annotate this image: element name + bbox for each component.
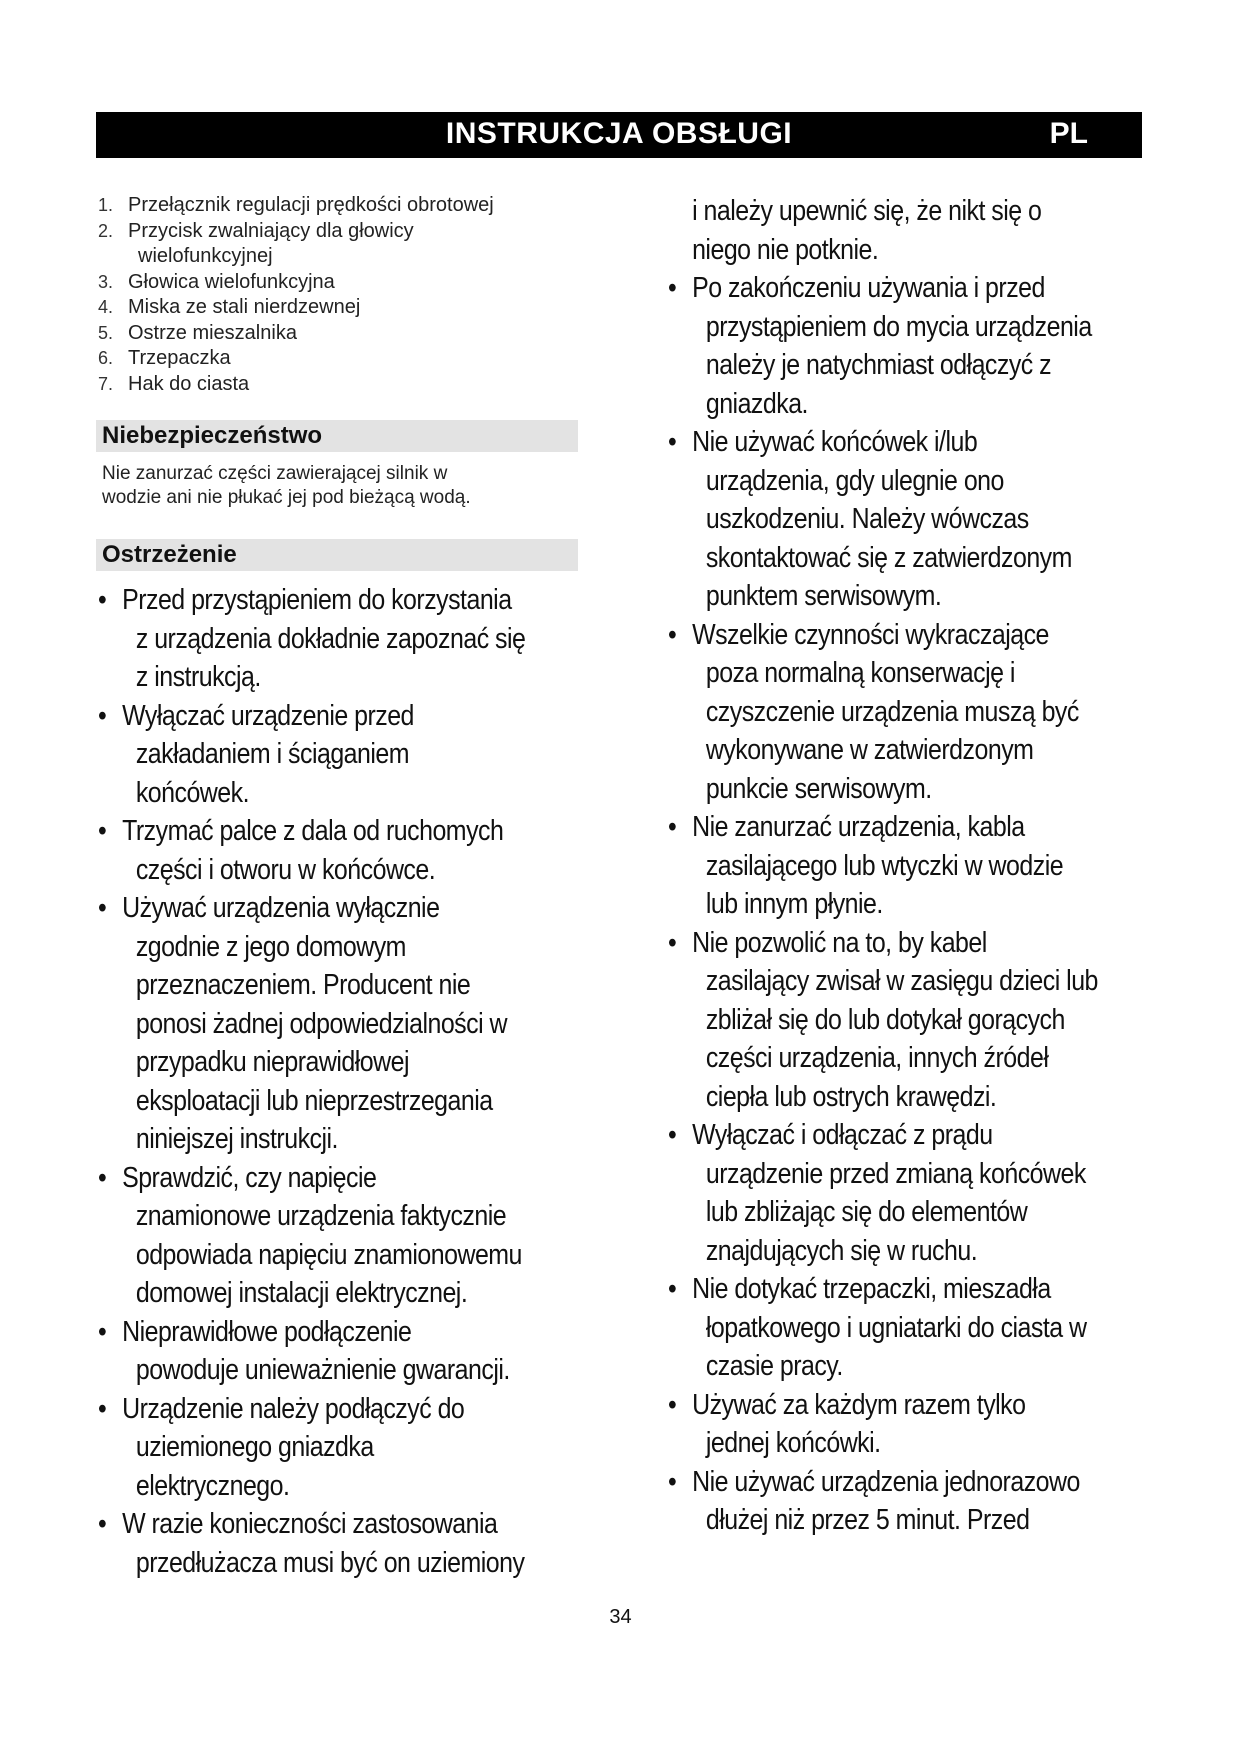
bullet-line: zasilający zwisał w zasięgu dzieci lub bbox=[705, 965, 1098, 997]
bullet-line: Nie dotykać trzepaczki, mieszadła bbox=[692, 1273, 1051, 1305]
bullet-line: lub zbliżając się do elementów bbox=[705, 1196, 1028, 1228]
danger-text-line: Nie zanurzać części zawierającej silnik w bbox=[102, 463, 448, 484]
bullet-dot-icon: • bbox=[668, 426, 677, 458]
danger-text-line: wodzie ani nie płukać jej pod bieżącą wodą. bbox=[102, 487, 471, 508]
bullet-line: Po zakończeniu używania i przed bbox=[692, 272, 1045, 304]
bullet-line: odpowiada napięciu znamionowemu bbox=[135, 1238, 522, 1271]
page-title: INSTRUKCJA OBSŁUGI bbox=[445, 117, 793, 150]
bullet-item bbox=[98, 889, 618, 1159]
parts-item-text bbox=[128, 321, 578, 347]
bullet-line: uszkodzeniu. Należy wówczas bbox=[705, 503, 1029, 535]
bullet-line: czasie pracy. bbox=[705, 1350, 843, 1382]
bullet-line: Nieprawidłowe podłączenie bbox=[122, 1315, 412, 1348]
bullet-dot-icon: • bbox=[98, 1508, 107, 1540]
parts-list-item bbox=[98, 321, 578, 347]
bullet-dot-icon: • bbox=[668, 1465, 677, 1498]
bullet-item bbox=[668, 423, 1178, 616]
bullet-dot-icon: • bbox=[98, 892, 107, 924]
bullet-line: Używać za każdym razem tylko bbox=[692, 1388, 1026, 1421]
parts-item-text bbox=[128, 346, 578, 372]
bullet-dot-icon: • bbox=[668, 618, 677, 651]
bullet-line: Wyłączać urządzenie przed bbox=[122, 699, 414, 732]
bullet-line: Używać urządzenia wyłącznie bbox=[122, 892, 440, 924]
bullet-dot-icon: • bbox=[668, 811, 677, 843]
bullet-line: niniejszej instrukcji. bbox=[135, 1123, 338, 1155]
bullet-item bbox=[668, 808, 1178, 924]
bullet-line: Wszelkie czynności wykraczające bbox=[692, 618, 1049, 651]
parts-item-number: 1. bbox=[98, 195, 114, 215]
warning-list-left bbox=[98, 581, 618, 1582]
bullet-line: Nie zanurzać urządzenia, kabla bbox=[692, 811, 1025, 843]
parts-item-number: 3. bbox=[98, 271, 114, 292]
parts-item-number: 6. bbox=[98, 348, 114, 368]
parts-item-text bbox=[128, 372, 578, 398]
bullet-dot-icon: • bbox=[668, 1388, 677, 1421]
bullet-line: powoduje unieważnienie gwarancji. bbox=[135, 1354, 510, 1386]
bullet-line: niego nie potknie. bbox=[692, 233, 879, 266]
bullet-line: przedłużacza musi być on uziemiony bbox=[135, 1546, 525, 1579]
bullet-line: lub innym płynie. bbox=[705, 888, 883, 920]
bullet-line: skontaktować się z zatwierdzonym bbox=[705, 541, 1072, 574]
bullet-line: Nie używać końcówek i/lub bbox=[692, 426, 978, 458]
warning-heading: Ostrzeżenie bbox=[96, 539, 578, 571]
parts-item-line: Trzepaczka bbox=[128, 347, 231, 369]
parts-list-item bbox=[98, 219, 578, 270]
bullet-item bbox=[668, 1270, 1178, 1386]
bullet-dot-icon: • bbox=[668, 926, 677, 959]
parts-item-number: 7. bbox=[98, 373, 114, 394]
bullet-line: eksploatacji lub nieprzestrzegania bbox=[135, 1084, 493, 1117]
bullet-line: urządzenia, gdy ulegnie ono bbox=[705, 464, 1004, 497]
bullet-line: W razie konieczności zastosowania bbox=[122, 1508, 498, 1540]
bullet-line: zakładaniem i ściąganiem bbox=[135, 738, 410, 770]
bullet-item bbox=[98, 1159, 618, 1313]
bullet-line: znajdujących się w ruchu. bbox=[705, 1234, 978, 1267]
bullet-line: Nie pozwolić na to, by kabel bbox=[692, 926, 987, 959]
bullet-item bbox=[98, 812, 618, 889]
parts-item-text bbox=[128, 193, 578, 219]
bullet-line: punktem serwisowym. bbox=[705, 580, 942, 612]
parts-list-item bbox=[98, 372, 578, 398]
bullet-line: czyszczenie urządzenia muszą być bbox=[705, 695, 1079, 728]
bullet-line: poza normalną konserwację i bbox=[705, 657, 1015, 689]
bullet-line: wykonywane w zatwierdzonym bbox=[705, 734, 1034, 766]
bullet-dot-icon: • bbox=[98, 1161, 107, 1194]
bullet-dot-icon: • bbox=[98, 1392, 107, 1425]
bullet-line: ciepła lub ostrych krawędzi. bbox=[705, 1080, 997, 1113]
bullet-dot-icon: • bbox=[98, 699, 107, 732]
parts-item-number: 4. bbox=[98, 297, 114, 317]
parts-item-line: Przełącznik regulacji prędkości obrotowej bbox=[128, 194, 494, 216]
bullet-line: domowej instalacji elektrycznej. bbox=[135, 1277, 468, 1309]
bullet-line: łopatkowego i ugniatarki do ciasta w bbox=[705, 1311, 1087, 1344]
bullet-line: jednej końcówki. bbox=[705, 1427, 881, 1459]
bullet-line: należy je natychmiast odłączyć z bbox=[705, 349, 1052, 381]
bullet-line: dłużej niż przez 5 minut. Przed bbox=[705, 1504, 1030, 1536]
bullet-item bbox=[98, 1390, 618, 1506]
parts-item-line: Miska ze stali nierdzewnej bbox=[128, 296, 361, 318]
bullet-line: przeznaczeniem. Producent nie bbox=[135, 969, 471, 1001]
bullet-item bbox=[668, 1116, 1178, 1270]
bullet-line: zgodnie z jego domowym bbox=[135, 930, 406, 963]
parts-item-line: Przycisk zwalniający dla głowicy bbox=[128, 219, 414, 242]
bullet-item bbox=[98, 697, 618, 813]
bullet-line: elektrycznego. bbox=[135, 1469, 290, 1502]
bullet-item bbox=[98, 1313, 618, 1390]
bullet-line: końcówek. bbox=[135, 776, 250, 809]
bullet-item bbox=[668, 924, 1178, 1117]
bullet-dot-icon: • bbox=[98, 1315, 107, 1348]
bullet-line: Przed przystąpieniem do korzystania bbox=[122, 584, 512, 616]
bullet-line: Nie używać urządzenia jednorazowo bbox=[692, 1465, 1080, 1498]
parts-item-line: Głowica wielofunkcyjna bbox=[128, 270, 335, 293]
parts-list bbox=[98, 193, 578, 397]
parts-list-item bbox=[98, 193, 578, 219]
bullet-line: Urządzenie należy podłączyć do bbox=[122, 1392, 465, 1425]
bullet-line: zbliżał się do lub dotykał gorących bbox=[705, 1003, 1065, 1036]
bullet-line: i należy upewnić się, że nikt się o bbox=[692, 195, 1042, 227]
parts-item-line: Hak do ciasta bbox=[128, 372, 250, 395]
danger-text bbox=[102, 462, 582, 510]
warning-list-right bbox=[668, 192, 1178, 1540]
language-code: PL bbox=[1049, 117, 1088, 150]
bullet-line: ponosi żadnej odpowiedzialności w bbox=[135, 1007, 508, 1040]
bullet-line: z urządzenia dokładnie zapoznać się bbox=[135, 622, 526, 655]
page-header bbox=[96, 112, 1142, 158]
bullet-line: uziemionego gniazdka bbox=[135, 1431, 374, 1463]
bullet-line: z instrukcją. bbox=[135, 661, 261, 693]
bullet-item bbox=[668, 1463, 1178, 1540]
parts-item-text bbox=[128, 270, 578, 296]
danger-heading: Niebezpieczeństwo bbox=[96, 420, 578, 452]
bullet-line: Sprawdzić, czy napięcie bbox=[122, 1161, 377, 1194]
bullet-dot-icon: • bbox=[98, 584, 107, 616]
parts-item-number: 5. bbox=[98, 322, 114, 343]
bullet-line: zasilającego lub wtyczki w wodzie bbox=[705, 849, 1064, 882]
parts-item-text bbox=[128, 219, 578, 270]
bullet-line: przystąpieniem do mycia urządzenia bbox=[705, 310, 1092, 343]
parts-list-item bbox=[98, 346, 578, 372]
bullet-dot-icon: • bbox=[668, 1119, 677, 1151]
bullet-line: Trzymać palce z dala od ruchomych bbox=[122, 815, 504, 847]
bullet-continuation bbox=[668, 192, 1178, 269]
parts-list-item bbox=[98, 295, 578, 321]
bullet-line: części i otworu w końcówce. bbox=[135, 853, 436, 886]
parts-item-number: 2. bbox=[98, 220, 114, 241]
bullet-line: urządzenie przed zmianą końcówek bbox=[705, 1157, 1086, 1190]
bullet-line: przypadku nieprawidłowej bbox=[135, 1046, 410, 1078]
parts-item-line: wielofunkcyjnej bbox=[138, 245, 273, 267]
bullet-item bbox=[668, 616, 1178, 809]
bullet-item bbox=[668, 1386, 1178, 1463]
parts-item-line: Ostrze mieszalnika bbox=[128, 321, 297, 344]
bullet-line: punkcie serwisowym. bbox=[705, 772, 932, 805]
parts-list-item bbox=[98, 270, 578, 296]
parts-item-text bbox=[128, 295, 578, 321]
bullet-line: gniazdka. bbox=[705, 387, 808, 420]
bullet-line: znamionowe urządzenia faktycznie bbox=[135, 1200, 507, 1232]
bullet-dot-icon: • bbox=[668, 272, 677, 304]
bullet-dot-icon: • bbox=[668, 1273, 677, 1305]
bullet-item bbox=[668, 269, 1178, 423]
bullet-line: Wyłączać i odłączać z prądu bbox=[692, 1119, 993, 1151]
bullet-item bbox=[98, 1505, 618, 1582]
bullet-line: części urządzenia, innych źródeł bbox=[705, 1042, 1049, 1074]
page-number: 34 bbox=[609, 1606, 632, 1628]
bullet-dot-icon: • bbox=[98, 815, 107, 847]
bullet-item bbox=[98, 581, 618, 697]
